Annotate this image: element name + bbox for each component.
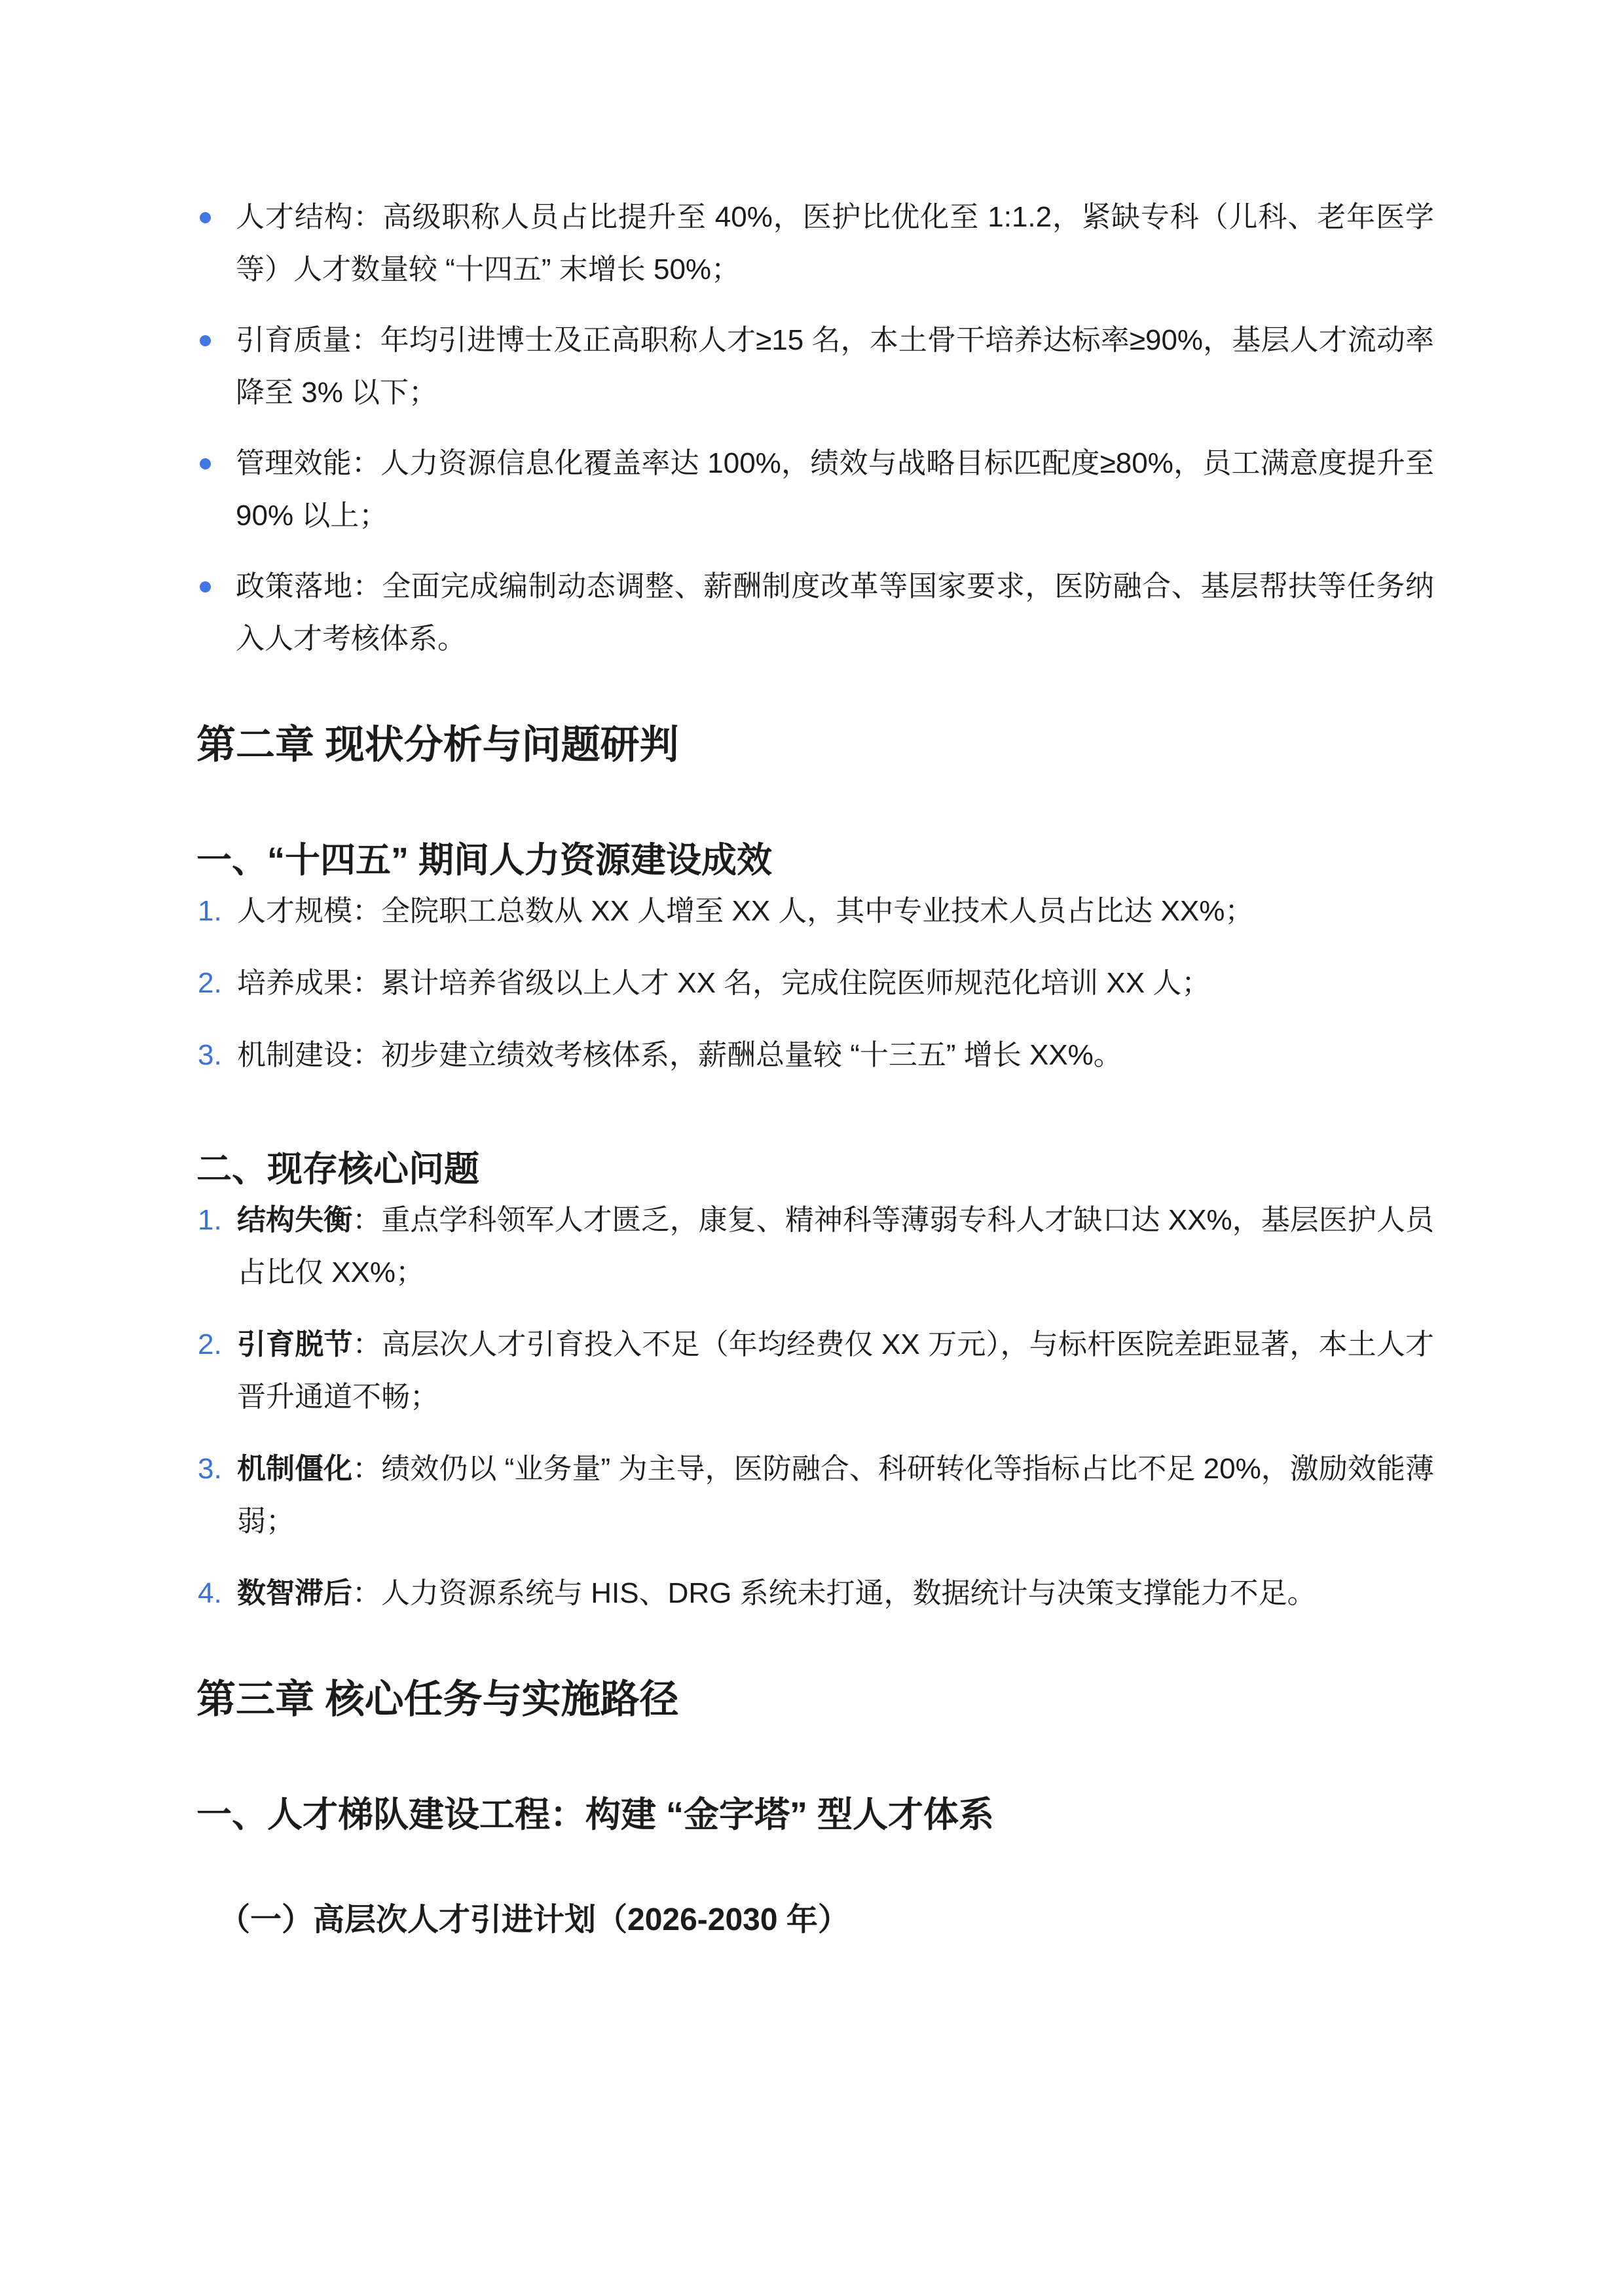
list-item <box>196 1029 1434 1082</box>
list-item-lead: 结构失衡 <box>237 1204 353 1236</box>
list-item <box>196 437 1434 542</box>
list-item-lead: 数智滞后 <box>237 1577 352 1609</box>
chapter-2-heading: 第二章 现状分析与问题研判 <box>196 723 679 767</box>
list-item <box>196 885 1434 938</box>
list-item-text: 政策落地：全面完成编制动态调整、薪酬制度改革等国家要求，医防融合、基层帮扶等任务纳入人才考核体系。 <box>236 570 1434 655</box>
list-item-text: 管理效能：人力资源信息化覆盖率达 100%，绩效与战略目标匹配度≥80%，员工满意度提升至 90% 以上； <box>236 447 1434 532</box>
list-item-text: ：重点学科领军人才匮乏，康复、精神科等薄弱专科人才缺口达 XX%，基层医护人员占比仅 XX%； <box>237 1204 1435 1288</box>
list-item-text: 机制建设：初步建立绩效考核体系，薪酬总量较 “十三五” 增长 XX%。 <box>237 1039 1122 1071</box>
list-item <box>196 1194 1434 1299</box>
list-item <box>196 957 1434 1010</box>
section-problems-heading: 二、现存核心问题 <box>196 1150 479 1189</box>
list-item-text: 人才结构：高级职称人员占比提升至 40%，医护比优化至 1:1.2，紧缺专科（儿科、老年医学等）人才数量较 “十四五” 末增长 50%； <box>236 201 1434 285</box>
bullet-icon <box>200 458 211 469</box>
list-number: 4. <box>198 1577 222 1609</box>
list-item <box>196 560 1434 665</box>
list-item <box>196 1443 1434 1548</box>
list-item <box>196 191 1434 296</box>
list-item-text: ：高层次人才引育投入不足（年均经费仅 XX 万元），与标杆医院差距显著，本土人才晋升通道不畅； <box>237 1328 1434 1413</box>
achievements-numbered-list <box>196 885 1434 1082</box>
subsection-talent-intro-plan-heading: （一）高层次人才引进计划（2026-2030 年） <box>219 1903 849 1937</box>
section-talent-pyramid-heading: 一、人才梯队建设工程：构建 “金字塔” 型人才体系 <box>196 1795 995 1834</box>
list-item-text: 人才规模：全院职工总数从 XX 人增至 XX 人，其中专业技术人员占比达 XX%； <box>237 895 1254 927</box>
list-number: 1. <box>198 895 222 927</box>
list-item <box>196 1319 1434 1423</box>
list-item-lead: 引育脱节 <box>237 1328 353 1360</box>
list-item <box>196 314 1434 419</box>
list-item-text: ：人力资源系统与 HIS、DRG 系统未打通，数据统计与决策支撑能力不足。 <box>352 1577 1316 1609</box>
list-number: 3. <box>198 1039 222 1071</box>
problems-numbered-list <box>196 1194 1434 1620</box>
list-number: 1. <box>198 1204 222 1236</box>
section-achievements-heading: 一、“十四五” 期间人力资源建设成效 <box>196 841 773 880</box>
bullet-icon <box>200 581 211 592</box>
list-item <box>196 1567 1434 1620</box>
goal-bullet-list <box>196 191 1434 665</box>
list-item-text: 培养成果：累计培养省级以上人才 XX 名，完成住院医师规范化培训 XX 人； <box>237 967 1211 999</box>
list-item-text: 引育质量：年均引进博士及正高职称人才≥15 名，本土骨干培养达标率≥90%，基层人才流动率降至 3% 以下； <box>236 324 1434 409</box>
list-number: 2. <box>198 967 222 999</box>
chapter-3-heading: 第三章 核心任务与实施路径 <box>196 1677 679 1721</box>
bullet-icon <box>200 212 211 223</box>
list-number: 2. <box>198 1328 222 1360</box>
list-number: 3. <box>198 1453 222 1485</box>
bullet-icon <box>200 335 211 346</box>
list-item-lead: 机制僵化 <box>237 1453 353 1485</box>
list-item-text: ：绩效仍以 “业务量” 为主导，医防融合、科研转化等指标占比不足 20%，激励效能薄弱； <box>237 1453 1434 1537</box>
